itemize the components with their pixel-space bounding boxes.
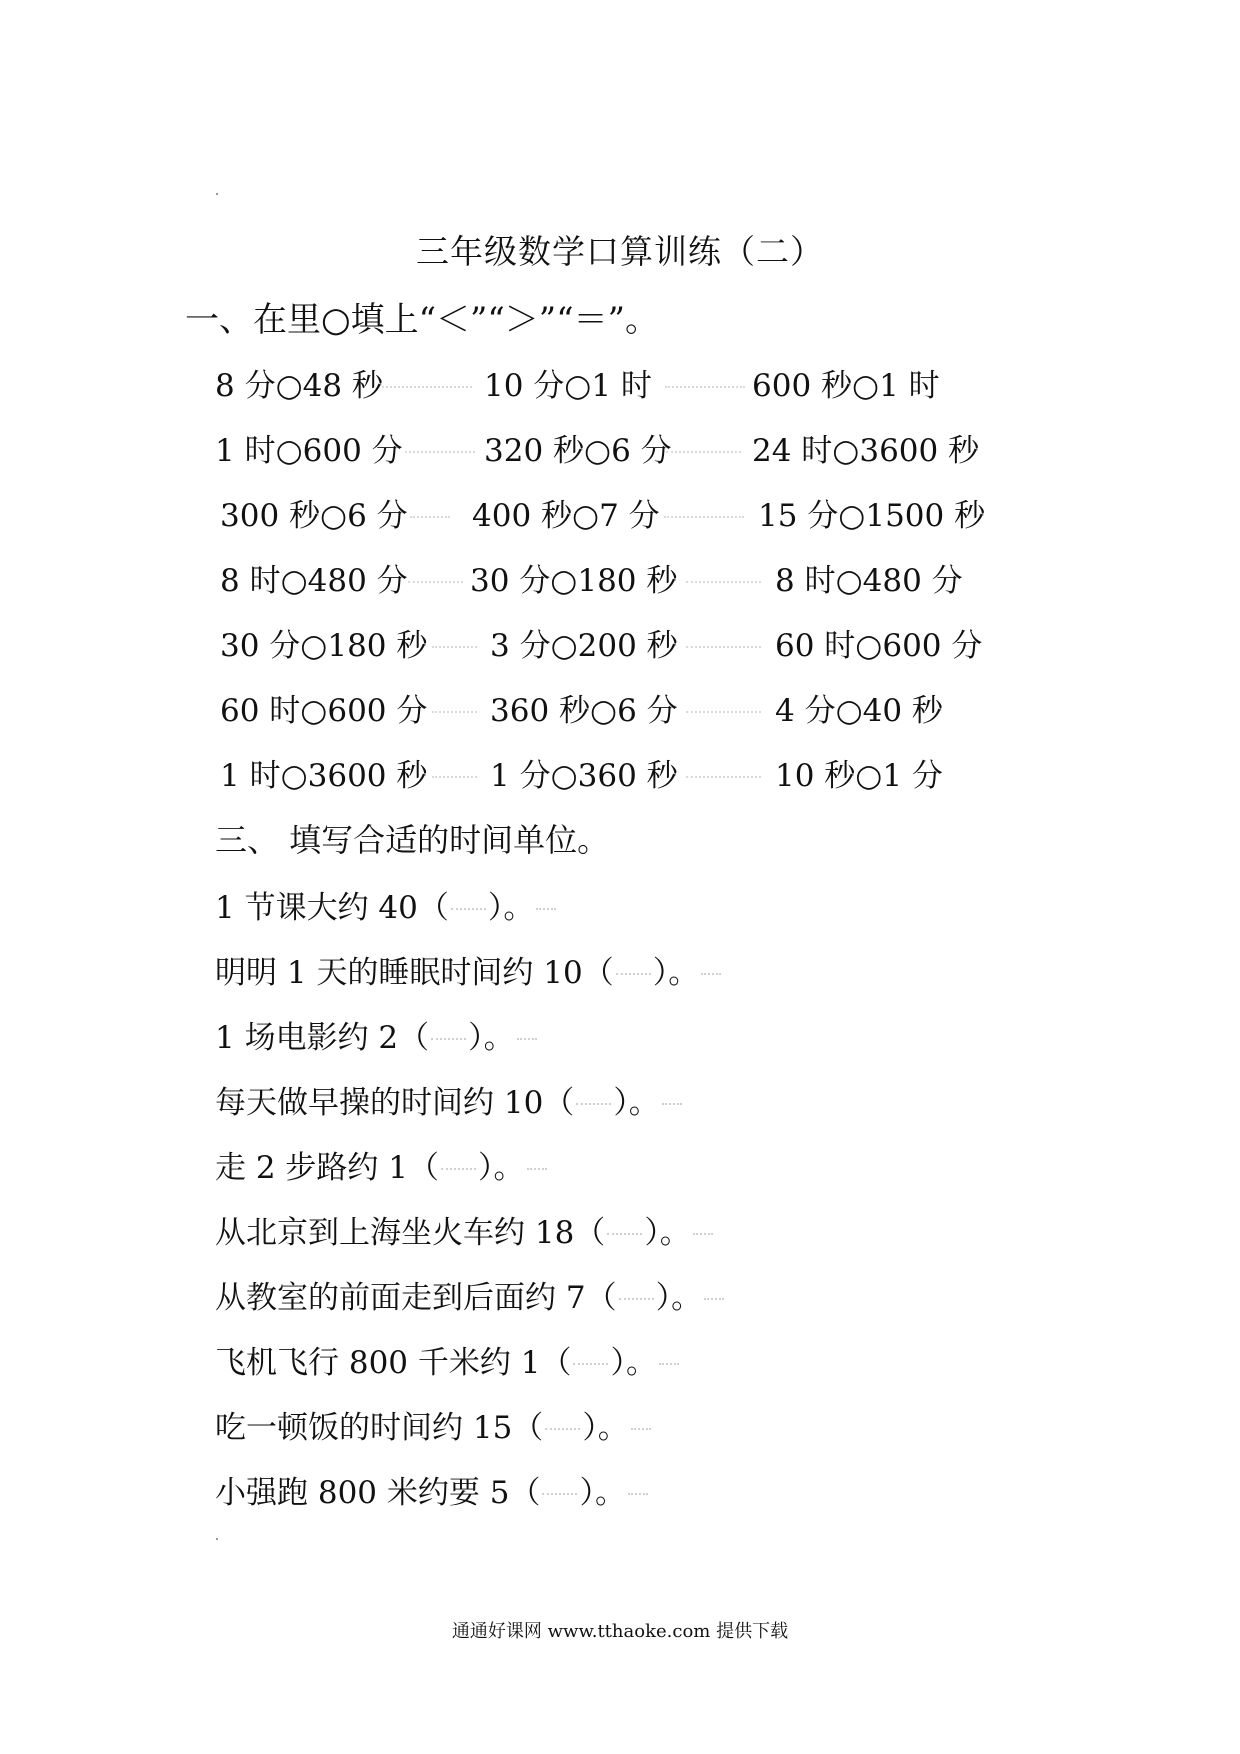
comparison-row bbox=[0, 685, 1240, 735]
time-unit-question bbox=[215, 1272, 724, 1317]
comparison-item: 8 时○480 分 bbox=[775, 563, 963, 599]
comparison-item: 10 分○1 时 bbox=[484, 368, 652, 404]
trailing-dots bbox=[662, 1103, 682, 1105]
comparison-item: 24 时○3600 秒 bbox=[752, 433, 980, 469]
comparison-row bbox=[0, 750, 1240, 800]
trailing-dots bbox=[701, 973, 721, 975]
question-ending: ）。 bbox=[478, 1150, 525, 1186]
dotted-spacer bbox=[432, 646, 477, 650]
dotted-spacer bbox=[405, 451, 475, 455]
question-text: 走 2 步路约 1（ bbox=[215, 1150, 440, 1186]
question-text: 从教室的前面走到后面约 7（ bbox=[215, 1280, 617, 1316]
question-text: 飞机飞行 800 千米约 1（ bbox=[215, 1345, 572, 1381]
time-unit-question bbox=[215, 1207, 713, 1252]
download-footer: 通通好课网 www.tthaoke.com 提供下载 bbox=[451, 1621, 789, 1642]
trailing-dots bbox=[704, 1298, 724, 1300]
trailing-dots bbox=[527, 1168, 547, 1170]
dotted-spacer bbox=[382, 386, 472, 390]
answer-blank bbox=[545, 1428, 580, 1430]
comparison-item: 3 分○200 秒 bbox=[490, 628, 678, 664]
trailing-dots bbox=[693, 1233, 713, 1235]
question-ending: ）。 bbox=[582, 1410, 629, 1446]
time-unit-question bbox=[215, 1142, 547, 1187]
comparison-item: 360 秒○6 分 bbox=[490, 693, 678, 729]
trailing-dots bbox=[631, 1428, 651, 1430]
question-text: 吃一顿饭的时间约 15（ bbox=[215, 1410, 544, 1446]
dotted-spacer bbox=[664, 516, 744, 520]
answer-blank bbox=[542, 1493, 577, 1495]
comparison-item: 8 时○480 分 bbox=[220, 563, 408, 599]
question-text: 1 节课大约 40（ bbox=[215, 890, 449, 926]
worksheet-title: 三年级数学口算训练（二） bbox=[416, 232, 824, 271]
comparison-item: 15 分○1500 秒 bbox=[758, 498, 986, 534]
answer-blank bbox=[573, 1363, 608, 1365]
dotted-spacer bbox=[665, 386, 745, 390]
question-text: 1 场电影约 2（ bbox=[215, 1020, 430, 1056]
time-unit-question bbox=[215, 1467, 648, 1512]
time-unit-question bbox=[215, 1012, 537, 1057]
comparison-item: 60 时○600 分 bbox=[220, 693, 428, 729]
time-unit-question bbox=[215, 1077, 682, 1122]
time-unit-question bbox=[215, 1402, 651, 1447]
answer-blank bbox=[451, 908, 486, 910]
dotted-spacer bbox=[666, 451, 741, 455]
section-one-heading: 一、在里○填上“＜”“＞”“＝”。 bbox=[185, 300, 659, 340]
time-unit-question bbox=[215, 947, 721, 992]
question-text: 从北京到上海坐火车约 18（ bbox=[215, 1215, 606, 1251]
comparison-row bbox=[0, 490, 1240, 540]
dotted-spacer bbox=[686, 711, 761, 715]
comparison-row bbox=[0, 360, 1240, 410]
time-unit-question bbox=[215, 1337, 679, 1382]
dotted-spacer bbox=[432, 776, 477, 780]
answer-blank bbox=[441, 1168, 476, 1170]
question-ending: ）。 bbox=[613, 1085, 660, 1121]
question-ending: ）。 bbox=[487, 890, 535, 926]
dotted-spacer bbox=[686, 581, 761, 585]
dotted-spacer bbox=[410, 516, 450, 520]
question-ending: ）。 bbox=[655, 1280, 703, 1316]
trailing-dots bbox=[659, 1363, 679, 1365]
comparison-item: 60 时○600 分 bbox=[775, 628, 983, 664]
question-ending: ）。 bbox=[468, 1020, 515, 1056]
question-text: 明明 1 天的睡眠时间约 10（ bbox=[215, 955, 614, 991]
question-ending: ）。 bbox=[579, 1475, 626, 1511]
section-three-heading: 三、 填写合适的时间单位。 bbox=[215, 821, 610, 859]
comparison-item: 600 秒○1 时 bbox=[752, 368, 940, 404]
time-unit-question bbox=[215, 882, 556, 927]
trailing-dots bbox=[536, 908, 556, 910]
comparison-row bbox=[0, 620, 1240, 670]
comparison-item: 30 分○180 秒 bbox=[220, 628, 428, 664]
question-text: 小强跑 800 米约要 5（ bbox=[215, 1475, 541, 1511]
dotted-spacer bbox=[408, 581, 463, 585]
comparison-item: 320 秒○6 分 bbox=[484, 433, 672, 469]
answer-blank bbox=[607, 1233, 642, 1235]
scan-speck bbox=[216, 1538, 218, 1540]
trailing-dots bbox=[517, 1038, 537, 1040]
comparison-item: 1 时○600 分 bbox=[215, 433, 403, 469]
answer-blank bbox=[431, 1038, 466, 1040]
answer-blank bbox=[576, 1103, 611, 1105]
comparison-item: 30 分○180 秒 bbox=[470, 563, 678, 599]
question-ending: ）。 bbox=[652, 955, 700, 991]
question-text: 每天做早操的时间约 10（ bbox=[215, 1085, 575, 1121]
comparison-item: 1 时○3600 秒 bbox=[220, 758, 428, 794]
question-ending: ）。 bbox=[610, 1345, 657, 1381]
comparison-row bbox=[0, 555, 1240, 605]
dotted-spacer bbox=[686, 776, 761, 780]
comparison-item: 1 分○360 秒 bbox=[490, 758, 678, 794]
comparison-item: 4 分○40 秒 bbox=[775, 693, 943, 729]
scan-speck bbox=[216, 193, 218, 195]
trailing-dots bbox=[628, 1493, 648, 1495]
dotted-spacer bbox=[432, 711, 477, 715]
comparison-item: 10 秒○1 分 bbox=[775, 758, 943, 794]
comparison-item: 300 秒○6 分 bbox=[220, 498, 408, 534]
question-ending: ）。 bbox=[644, 1215, 691, 1251]
answer-blank bbox=[616, 973, 651, 975]
answer-blank bbox=[619, 1298, 654, 1300]
comparison-row bbox=[0, 425, 1240, 475]
comparison-item: 400 秒○7 分 bbox=[472, 498, 660, 534]
comparison-item: 8 分○48 秒 bbox=[215, 368, 383, 404]
dotted-spacer bbox=[686, 646, 761, 650]
